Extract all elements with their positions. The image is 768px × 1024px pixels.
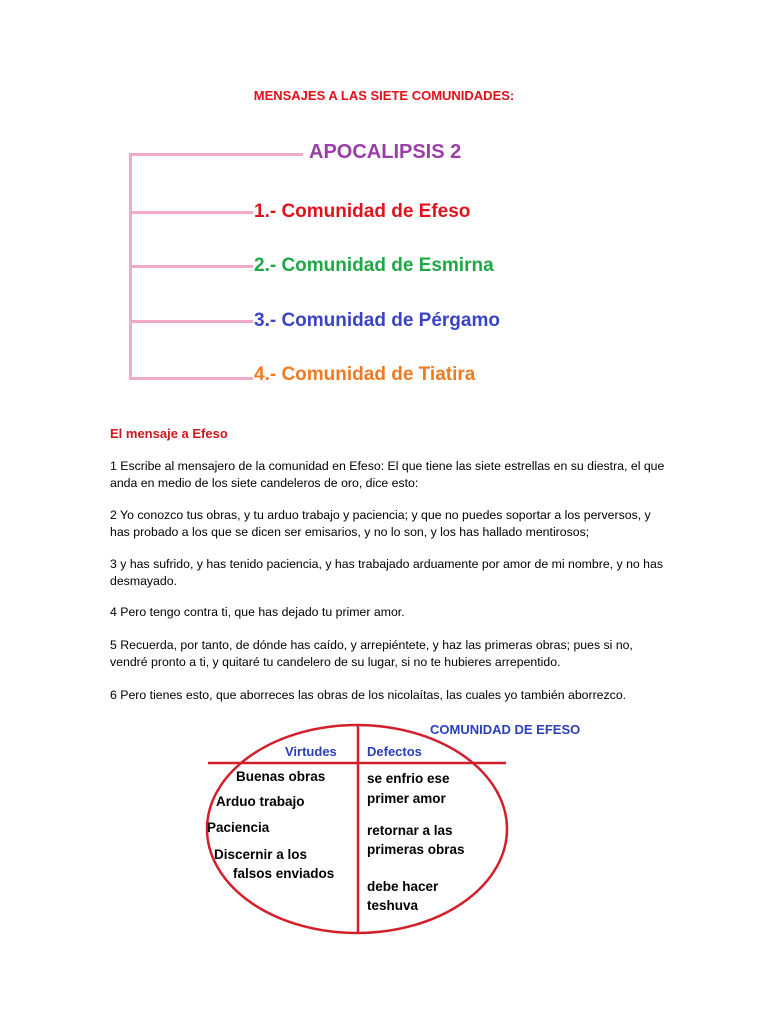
item-tiatira: 4.- Comunidad de Tiatira [254, 364, 476, 385]
verse-6: 6 Pero tienes esto, que aborreces las obras de los nicolaítas, las cuales yo también aborrezco. [110, 688, 627, 702]
item-pergamo: 3.- Comunidad de Pérgamo [254, 310, 500, 331]
apocalipsis-heading: APOCALIPSIS 2 [309, 141, 462, 163]
virtud-discernir: Discernir a los [214, 847, 308, 862]
defectos-header: Defectos [367, 744, 422, 759]
defecto-primer-amor: primer amor [367, 791, 446, 806]
virtud-paciencia: Paciencia [207, 820, 270, 835]
defecto-teshuva: teshuva [367, 898, 419, 913]
item-esmirna: 2.- Comunidad de Esmirna [254, 255, 494, 276]
virtud-falsos-enviados: falsos enviados [233, 866, 335, 881]
verse-5: 5 Recuerda, por tanto, de dónde has caído, y arrepiéntete, y haz las primeras obras; pues si no, vendré pronto a ti, y quitaré tu candelero de su lugar, si no te hubieres arrepentido. [110, 638, 633, 669]
verse-4: 4 Pero tengo contra ti, que has dejado tu primer amor. [110, 605, 405, 619]
verse-3: 3 y has sufrido, y has tenido paciencia, y has trabajado arduamente por amor de mi nombre, y no has desmayado. [110, 557, 663, 588]
virtud-arduo-trabajo: Arduo trabajo [216, 794, 305, 809]
defecto-primeras-obras: primeras obras [367, 842, 465, 857]
defecto-debe-hacer: debe hacer [367, 879, 439, 894]
verse-2: 2 Yo conozco tus obras, y tu arduo trabajo y paciencia; y que no puedes soportar a los perversos, y has probado a los que se dicen ser emisarios, y no lo son, y los has hallado mentirosos; [110, 508, 651, 539]
section-heading: El mensaje a Efeso [110, 426, 228, 441]
defecto-retornar: retornar a las [367, 823, 453, 838]
virtudes-header: Virtudes [285, 744, 337, 759]
virtud-buenas-obras: Buenas obras [236, 769, 326, 784]
circle-title: COMUNIDAD DE EFESO [430, 722, 581, 737]
verse-1: 1 Escribe al mensajero de la comunidad en Efeso: El que tiene las siete estrellas en su diestra, el que anda en medio de los siete candeleros de oro, dice esto: [110, 459, 665, 490]
item-efeso: 1.- Comunidad de Efeso [254, 201, 471, 222]
defecto-se-enfrio: se enfrio ese [367, 771, 450, 786]
page-title: MENSAJES A LAS SIETE COMUNIDADES: [253, 88, 515, 103]
